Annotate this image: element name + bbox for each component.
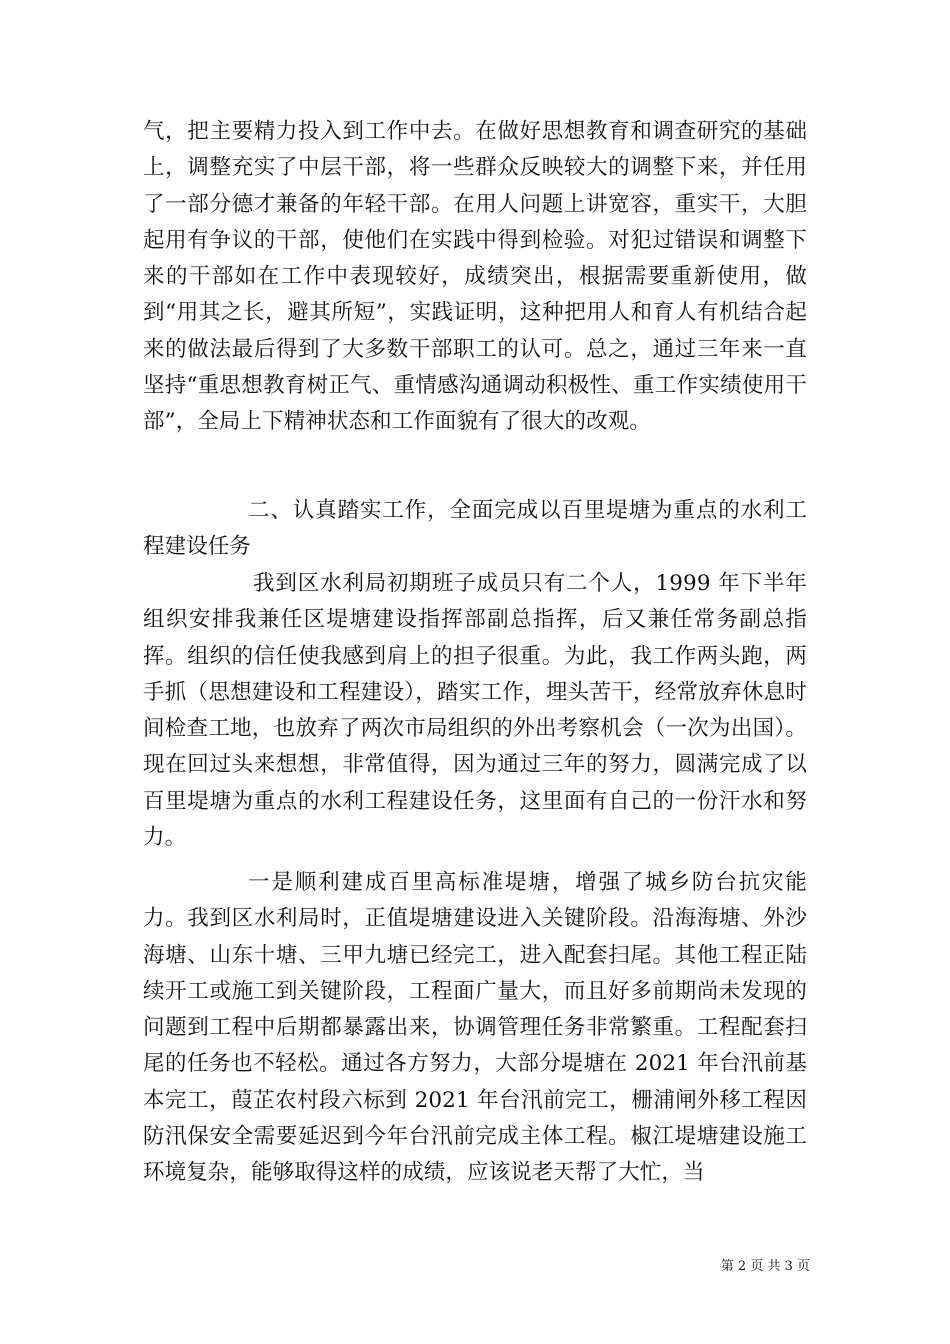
section-heading: 二、认真踏实工作，全面完成以百里堤塘为重点的水利工程建设任务 — [143, 498, 807, 560]
body-paragraph: 气，把主要精力投入到工作中去。在做好思想教育和调查研究的基础上，调整充实了中层干部，将一些群众反映较大的调整下来，并任用了一部分德才兼备的年轻干部。在用人问题上讲宽容，重实干，大胆起用有争议的干部，使他们在实践中得到检验。对犯过错误和调整下来的干部如在工作中表现较好，成绩突出，根据需要重新使用，做到“用其之长，避其所短”，实践证明，这种把用人和育人有机结合起来的做法最后得到了大多数干部职工的认可。总之，通过三年来一直坚持“重思想教育树正气、重情感沟通调动积极性、重工作实绩使用干部”，全局上下精神状态和工作面貌有了很大的改观。 — [143, 119, 807, 435]
page-number-footer: 第 2 页 共 3 页 — [720, 1259, 810, 1274]
body-paragraph: 我到区水利局初期班子成员只有二个人，1999 年下半年组织安排我兼任区堤塘建设指挥部副总指挥，后又兼任常务副总指挥。组织的信任使我感到肩上的担子很重。为此，我工作两头跑，两手抓（思想建设和工程建设），踏实工作，埋头苦干，经常放弃休息时间检查工地，也放弃了两次市局组织的外出考察机会（一次为出国）。现在回过头来想想，非常值得，因为通过三年的努力，圆满完成了以百里堤塘为重点的水利工程建设任务，这里面有自己的一份汗水和努力。 — [143, 571, 807, 851]
body-paragraph: 一是顺利建成百里高标准堤塘，增强了城乡防台抗灾能力。我到区水利局时，正值堤塘建设进入关键阶段。沿海海塘、外沙海塘、山东十塘、三甲九塘已经完工，进入配套扫尾。其他工程正陆续开工或施工到关键阶段，工程面广量大，而且好多前期尚未发现的问题到工程中后期都暴露出来，协调管理任务非常繁重。工程配套扫尾的任务也不轻松。通过各方努力，大部分堤塘在 2021 年台汛前基本完工，葭芷农村段六标到 2021 年台汛前完工，栅浦闸外移工程因防汛保安全需要延迟到今年台汛前完成主体工程。椒江堤塘建设施工环境复杂，能够取得这样的成绩，应该说老天帮了大忙，当 — [143, 870, 807, 1186]
